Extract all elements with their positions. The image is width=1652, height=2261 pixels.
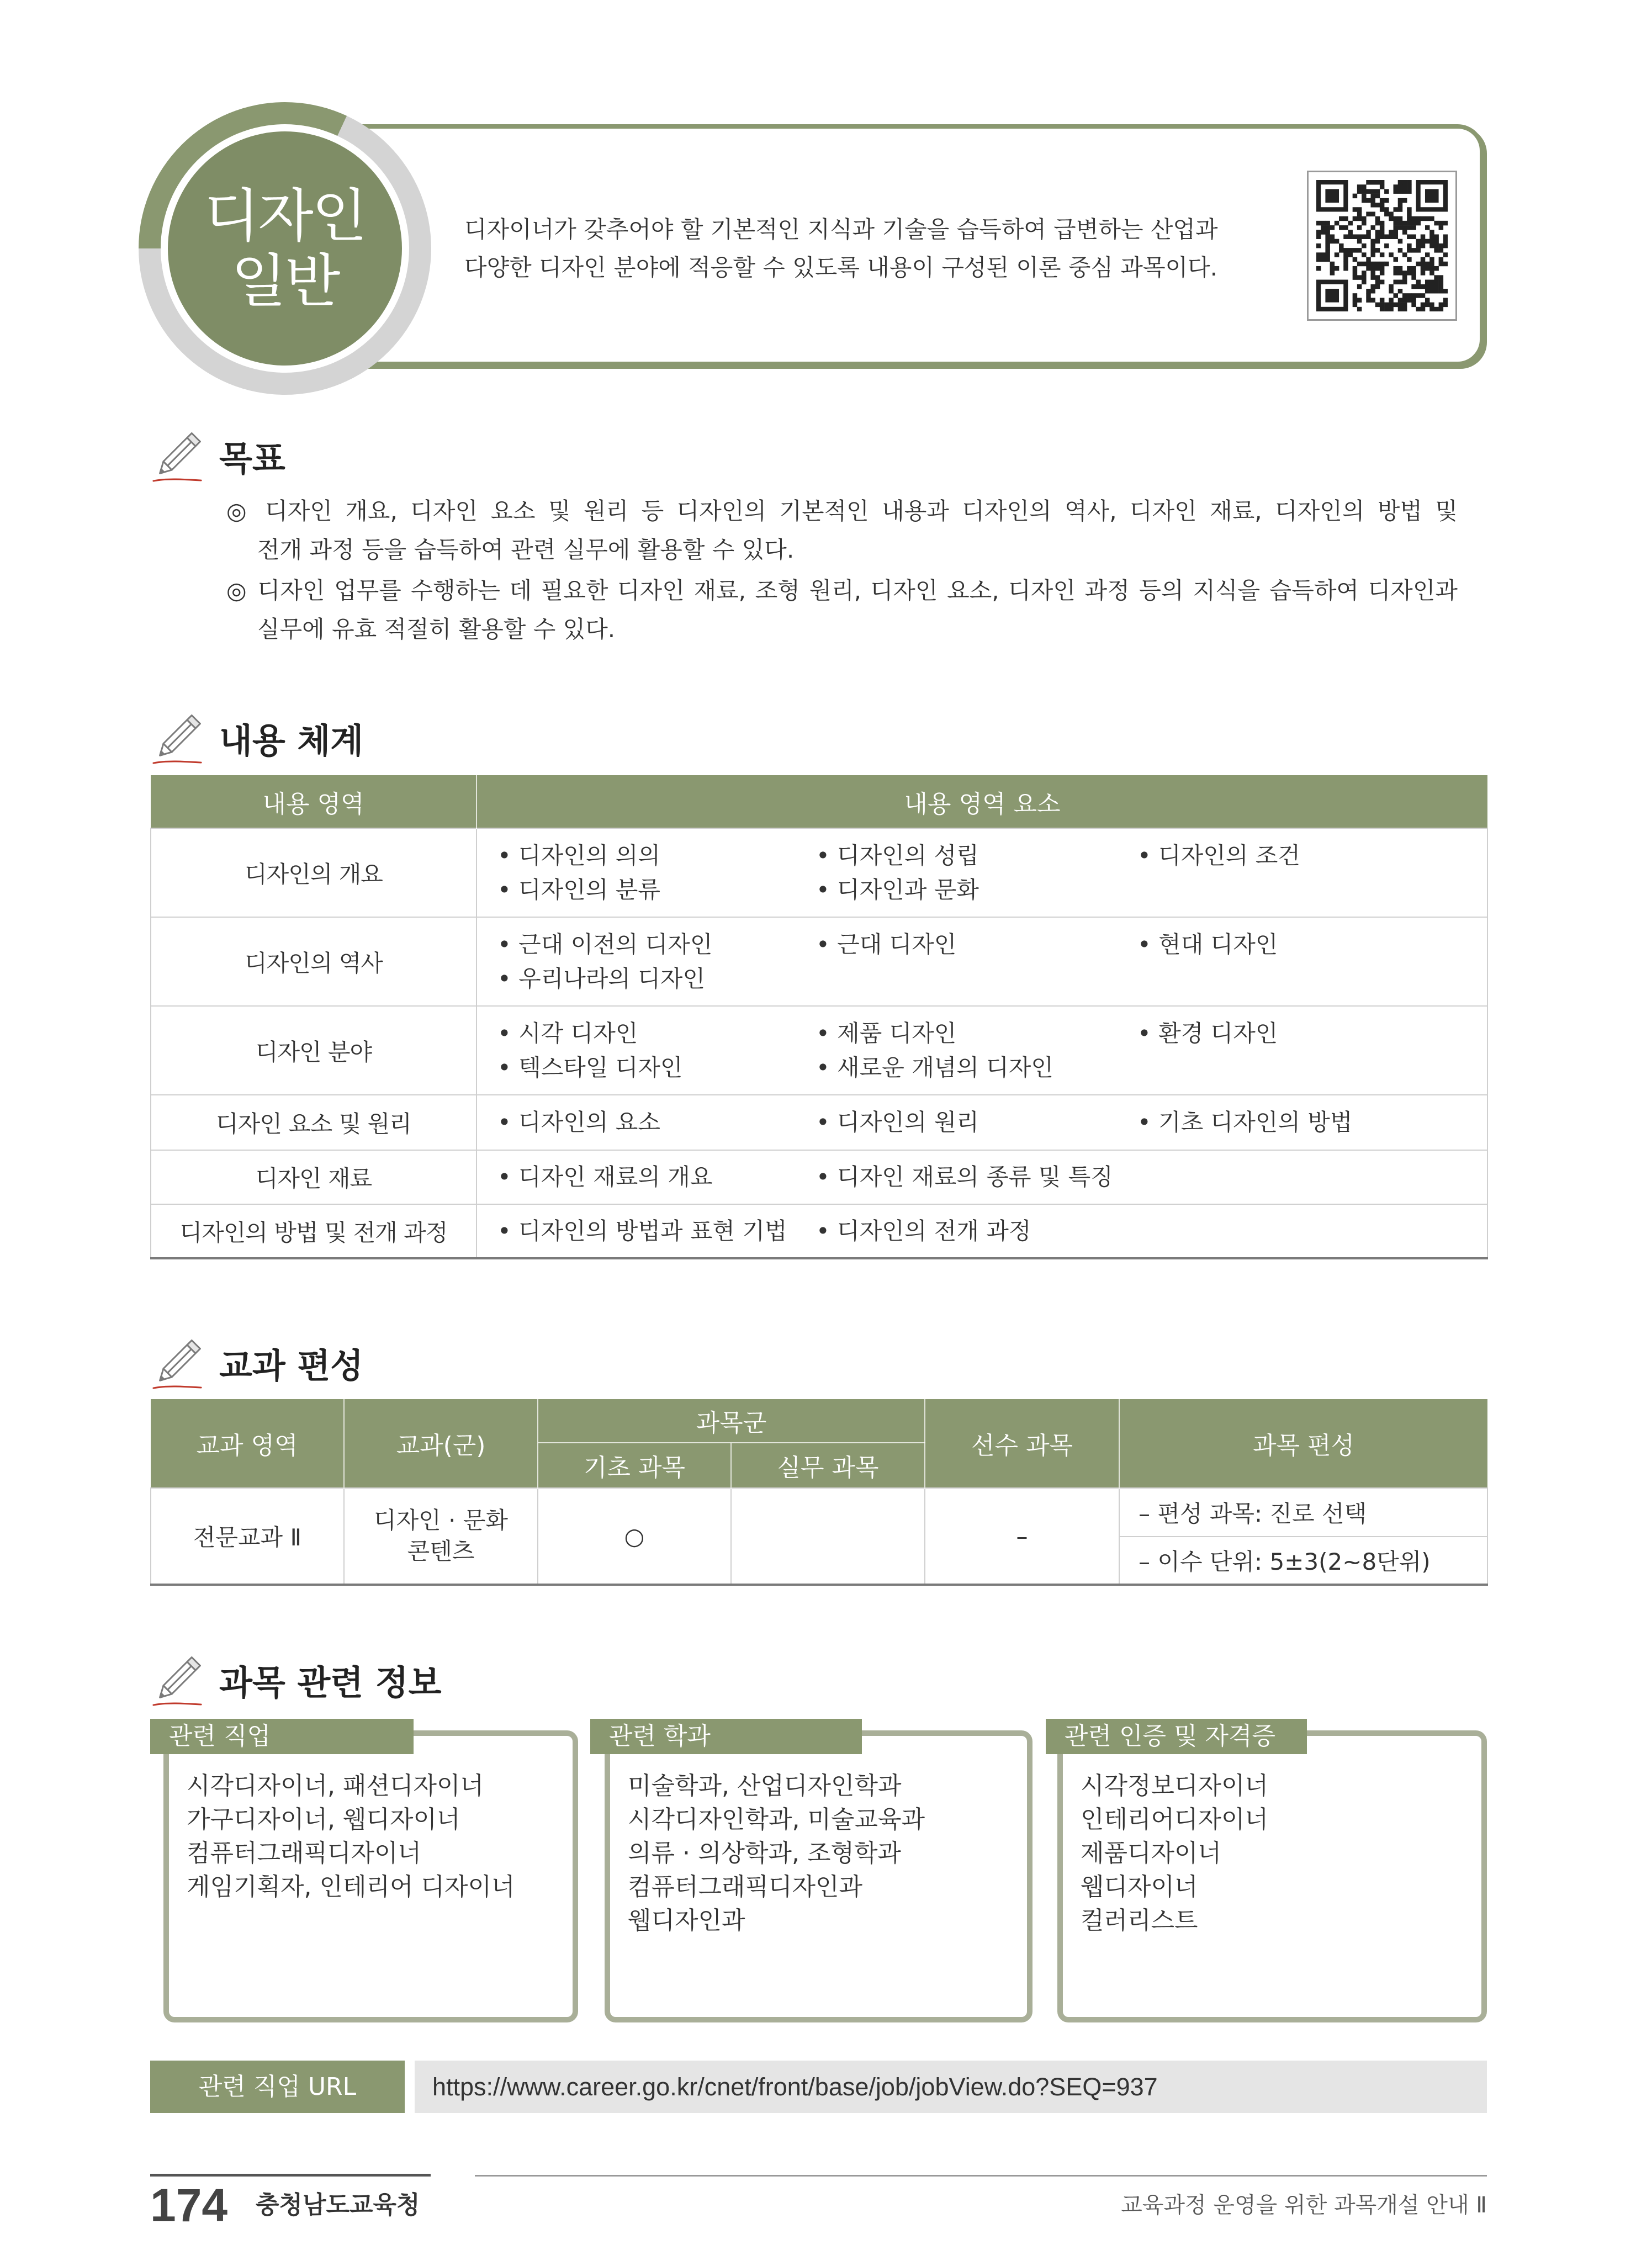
list-item: 의류 · 의상학과, 조형학과 xyxy=(628,1839,901,1867)
list-item: 가구디자이너, 웹디자이너 xyxy=(187,1805,460,1834)
goal-text: 디자인 개요, 디자인 요소 및 원리 등 디자인의 기본적인 내용과 디자인의 역사, 디자인 재료, 디자인의 방법 및 xyxy=(265,497,1458,525)
description-line: 디자이너가 갖추어야 할 기본적인 지식과 기술을 습득하여 급변하는 산업과 xyxy=(464,216,1218,243)
table-header-row xyxy=(151,1399,1487,1443)
organization-cell: – 이수 단위: 5±3(2~8단위) xyxy=(1119,1537,1487,1585)
content-area-cell: 디자인 재료 xyxy=(151,1150,476,1204)
subject-title-line: 일반 xyxy=(231,247,339,315)
goal-marker: ◎ xyxy=(226,497,252,525)
subject-line: 콘텐츠 xyxy=(407,1538,475,1565)
pencil-icon xyxy=(150,426,204,485)
curriculum-heading xyxy=(150,1333,363,1392)
job-url-link[interactable]: https://www.career.go.kr/cnet/front/base/job/jobView.do?SEQ=937 xyxy=(415,2061,1487,2113)
content-elements-cell xyxy=(476,1150,1487,1204)
content-elements-cell xyxy=(476,1006,1487,1095)
content-area-cell: 디자인의 역사 xyxy=(151,917,476,1006)
list-item: • 디자인의 조건 xyxy=(1137,841,1300,869)
list-item: • 디자인의 의의 xyxy=(497,841,660,869)
column-header-prerequisite: 선수 과목 xyxy=(925,1399,1119,1488)
organization-cell: – 편성 과목: 진로 선택 xyxy=(1119,1488,1487,1537)
list-item: 시각디자인학과, 미술교육과 xyxy=(628,1805,925,1834)
table-header-row xyxy=(151,775,1487,828)
content-area-cell: 디자인 분야 xyxy=(151,1006,476,1095)
table-row xyxy=(151,1006,1487,1095)
curriculum-table xyxy=(150,1399,1488,1586)
page-number: 174 xyxy=(150,2179,228,2231)
list-item: • 디자인 재료의 종류 및 특징 xyxy=(816,1163,1113,1190)
section-title: 교과 편성 xyxy=(219,1345,364,1386)
list-item: • 근대 디자인 xyxy=(816,930,957,958)
list-item: • 우리나라의 디자인 xyxy=(497,965,706,992)
content-elements-cell xyxy=(476,1204,1487,1258)
basic-subject-cell: ○ xyxy=(538,1488,731,1585)
subject-title xyxy=(168,131,402,366)
subject-description xyxy=(464,210,1218,287)
content-system-table xyxy=(150,775,1488,1259)
list-item: 웹디자이너 xyxy=(1081,1873,1198,1901)
related-certificates-tab: 관련 인증 및 자격증 xyxy=(1046,1719,1307,1754)
list-item: 컴퓨터그래픽디자인과 xyxy=(628,1873,863,1901)
list-item: • 디자인의 요소 xyxy=(497,1109,660,1136)
list-item: • 시각 디자인 xyxy=(497,1019,638,1047)
description-line: 다양한 디자인 분야에 적응할 수 있도록 내용이 구성된 이론 중심 과목이다. xyxy=(464,254,1218,281)
list-item: 시각디자이너, 패션디자이너 xyxy=(187,1772,484,1800)
list-item: • 환경 디자인 xyxy=(1137,1019,1278,1047)
goals-list xyxy=(226,492,1458,651)
content-area-cell: 디자인 요소 및 원리 xyxy=(151,1095,476,1150)
goal-marker: ◎ xyxy=(226,577,248,604)
goal-text: 실무에 유효 적절히 활용할 수 있다. xyxy=(257,616,616,643)
goal-text: 전개 과정 등을 습득하여 관련 실무에 활용할 수 있다. xyxy=(257,536,795,563)
column-header-subject: 교과(군) xyxy=(344,1399,538,1488)
footer-divider xyxy=(150,2174,431,2177)
subject-badge xyxy=(139,102,431,395)
table-row xyxy=(151,1095,1487,1150)
related-certificates-box xyxy=(1057,1730,1487,2022)
list-item: 게임기획자, 인테리어 디자이너 xyxy=(187,1873,515,1901)
content-elements-cell xyxy=(476,828,1487,917)
column-header-area: 교과 영역 xyxy=(151,1399,344,1488)
list-item: • 새로운 개념의 디자인 xyxy=(816,1053,1053,1081)
column-header-elements: 내용 영역 요소 xyxy=(476,775,1487,828)
qr-code[interactable] xyxy=(1307,171,1457,321)
pencil-icon xyxy=(150,708,204,767)
practical-subject-cell xyxy=(731,1488,925,1585)
content-elements-cell xyxy=(476,917,1487,1006)
subject-cell xyxy=(344,1488,538,1585)
related-jobs-box xyxy=(163,1730,578,2022)
content-area-cell: 디자인의 방법 및 전개 과정 xyxy=(151,1204,476,1258)
section-title: 내용 체계 xyxy=(219,720,364,761)
list-item: 컴퓨터그래픽디자이너 xyxy=(187,1839,422,1867)
column-header-group: 과목군 xyxy=(538,1399,925,1443)
list-item: • 디자인 재료의 개요 xyxy=(497,1163,713,1190)
section-title: 과목 관련 정보 xyxy=(219,1662,442,1703)
area-cell: 전문교과 Ⅱ xyxy=(151,1488,344,1585)
content-heading xyxy=(150,708,363,767)
content-area-cell: 디자인의 개요 xyxy=(151,828,476,917)
column-header-practical: 실무 과목 xyxy=(731,1443,925,1488)
column-header-basic: 기초 과목 xyxy=(538,1443,731,1488)
publisher-name: 충청남도교육청 xyxy=(256,2191,420,2219)
column-header-organization: 과목 편성 xyxy=(1119,1399,1487,1488)
footer-divider xyxy=(475,2175,1487,2177)
list-item: • 디자인의 성립 xyxy=(816,841,979,869)
list-item: • 제품 디자인 xyxy=(816,1019,957,1047)
list-item: • 디자인의 방법과 표현 기법 xyxy=(497,1217,787,1245)
table-row xyxy=(151,917,1487,1006)
subject-line: 디자인 · 문화 xyxy=(374,1507,508,1534)
pencil-icon xyxy=(150,1650,204,1709)
related-departments-box xyxy=(605,1730,1032,2022)
list-item: • 디자인의 전개 과정 xyxy=(816,1217,1031,1245)
list-item: • 기초 디자인의 방법 xyxy=(1137,1109,1353,1136)
goal-item xyxy=(226,492,1458,569)
list-item: • 디자인과 문화 xyxy=(816,876,979,903)
list-item: 인테리어디자이너 xyxy=(1081,1805,1269,1834)
list-item: • 디자인의 분류 xyxy=(497,876,660,903)
list-item: • 근대 이전의 디자인 xyxy=(497,930,713,958)
content-elements-cell xyxy=(476,1095,1487,1150)
section-title: 목표 xyxy=(219,438,285,479)
table-row xyxy=(151,1150,1487,1204)
pencil-icon xyxy=(150,1333,204,1392)
prerequisite-cell: – xyxy=(925,1488,1119,1585)
table-row xyxy=(151,1488,1487,1537)
related-jobs-tab: 관련 직업 xyxy=(150,1719,414,1754)
goal-text: 디자인 업무를 수행하는 데 필요한 디자인 재료, 조형 원리, 디자인 요소, 디자인 과정 등의 지식을 습득하여 디자인과 xyxy=(257,577,1458,604)
column-header-area: 내용 영역 xyxy=(151,775,476,828)
list-item: 제품디자이너 xyxy=(1081,1839,1222,1867)
goal-item xyxy=(226,571,1458,649)
list-item: • 현대 디자인 xyxy=(1137,930,1278,958)
related-departments-tab: 관련 학과 xyxy=(590,1719,862,1754)
list-item: 웹디자인과 xyxy=(628,1907,745,1935)
list-item: • 텍스타일 디자인 xyxy=(497,1053,683,1081)
goals-heading xyxy=(150,426,285,485)
related-info-heading xyxy=(150,1650,442,1709)
job-url-label: 관련 직업 URL xyxy=(150,2061,405,2113)
list-item: 시각정보디자이너 xyxy=(1081,1772,1269,1800)
subject-title-line: 디자인 xyxy=(204,182,366,250)
list-item: • 디자인의 원리 xyxy=(816,1109,979,1136)
qr-code-graphic xyxy=(1316,180,1448,311)
list-item: 미술학과, 산업디자인학과 xyxy=(628,1772,902,1800)
table-row xyxy=(151,1204,1487,1258)
guide-title: 교육과정 운영을 위한 과목개설 안내 Ⅱ xyxy=(1121,2193,1487,2218)
list-item: 컬러리스트 xyxy=(1081,1907,1198,1935)
table-row xyxy=(151,828,1487,917)
